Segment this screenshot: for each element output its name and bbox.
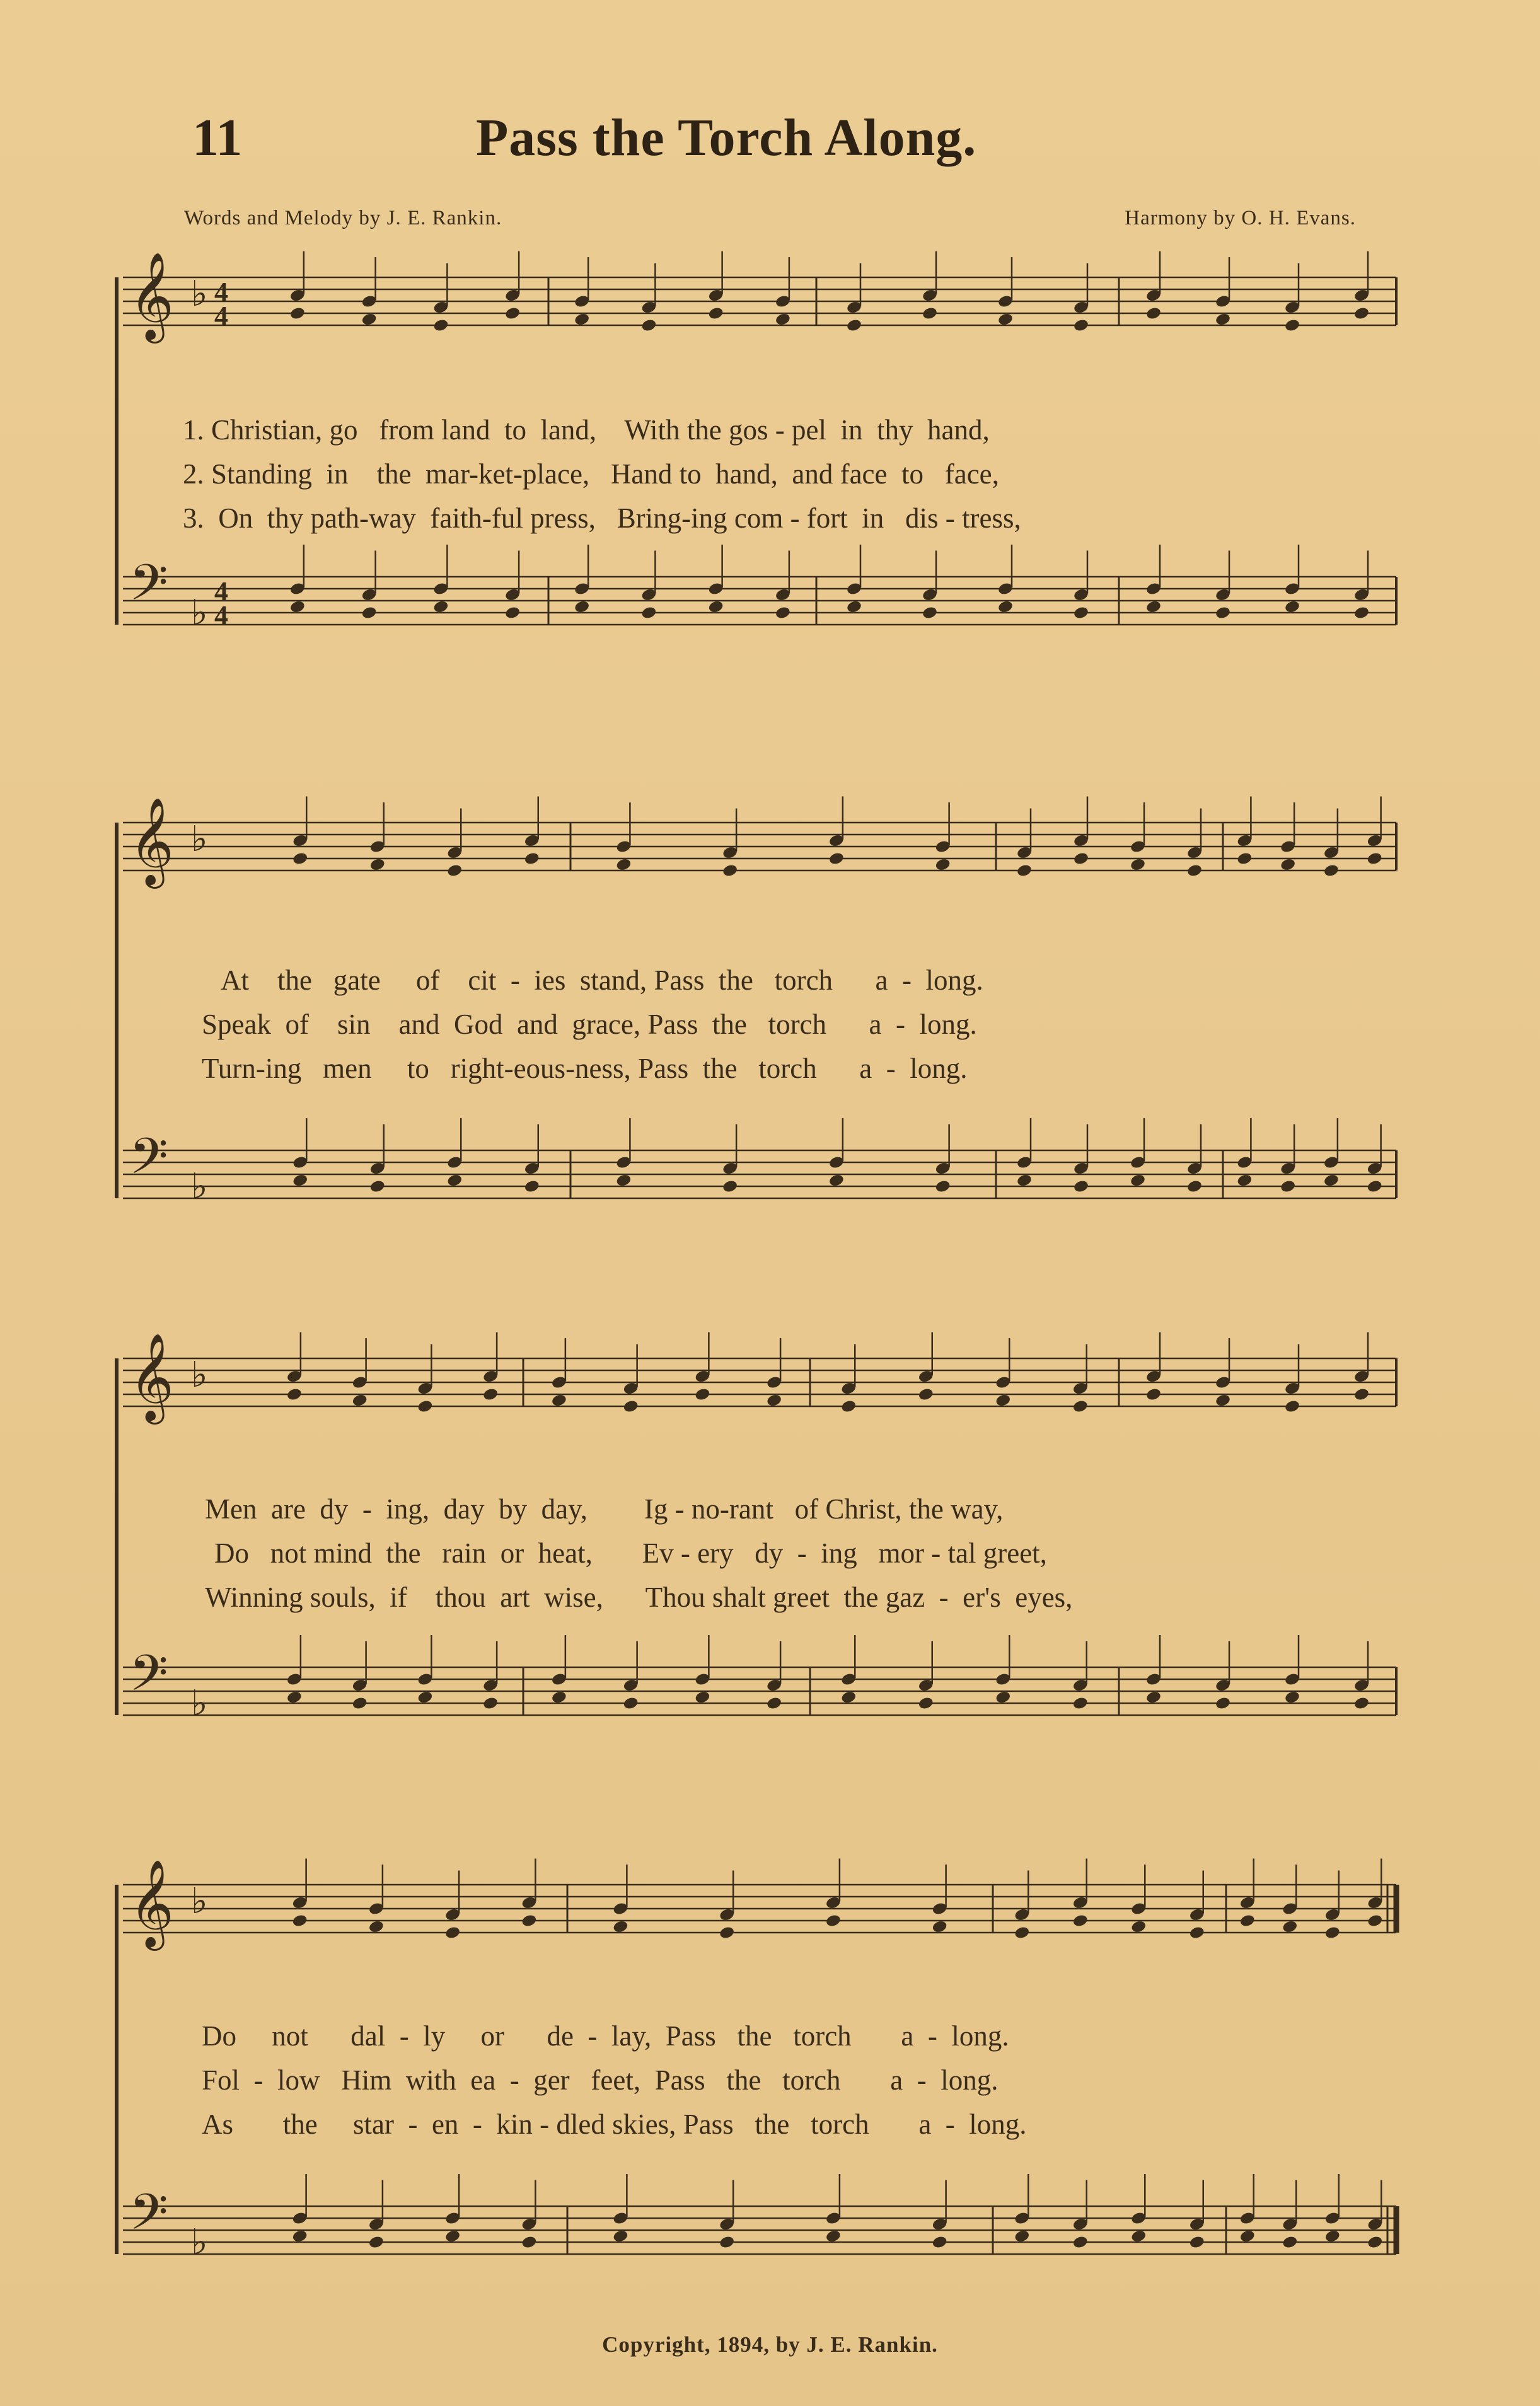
lyric-line: Do not dal - ly or de - lay, Pass the torch a - long. bbox=[202, 2020, 1009, 2052]
note-head bbox=[1215, 1696, 1231, 1711]
note-head bbox=[1016, 1173, 1033, 1188]
bass-clef: 𝄢 bbox=[129, 1127, 168, 1198]
note-head bbox=[1145, 1690, 1162, 1704]
note-head bbox=[432, 318, 449, 333]
note-head bbox=[1367, 1914, 1383, 1928]
note-head bbox=[694, 1690, 710, 1704]
note-head bbox=[612, 1919, 628, 1934]
note-head bbox=[1145, 1387, 1162, 1402]
note-head bbox=[1189, 2235, 1205, 2250]
note-head bbox=[615, 1173, 632, 1188]
note-head bbox=[612, 2229, 628, 2243]
lyric-line: Fol - low Him with ea - ger feet, Pass the torch a - long. bbox=[202, 2064, 999, 2096]
note-head bbox=[1284, 318, 1300, 333]
note-head bbox=[1239, 1914, 1256, 1928]
note-head bbox=[722, 864, 738, 878]
note-head bbox=[840, 1690, 857, 1704]
bass-clef: 𝄢 bbox=[129, 2183, 168, 2253]
lyric-line: Winning souls, if thou art wise, Thou shalt greet the gaz - er's eyes, bbox=[205, 1582, 1073, 1613]
note-head bbox=[1073, 1179, 1089, 1194]
note-head bbox=[292, 852, 308, 866]
note-head bbox=[369, 1179, 386, 1194]
lyric-line: Men are dy - ing, day by day, Ig - no-rant of Christ, the way, bbox=[205, 1493, 1004, 1525]
treble-clef: 𝄞 bbox=[129, 1333, 174, 1421]
note-head bbox=[1072, 1696, 1089, 1711]
note-head bbox=[292, 1914, 308, 1928]
note-head bbox=[1284, 1690, 1300, 1704]
note-head bbox=[1367, 1179, 1383, 1194]
note-head bbox=[482, 1696, 499, 1711]
note-head bbox=[846, 599, 862, 614]
time-signature-bottom: 4 bbox=[214, 600, 228, 631]
note-head bbox=[1367, 2235, 1383, 2250]
note-head bbox=[1239, 2229, 1256, 2243]
note-head bbox=[719, 1926, 735, 1940]
note-head bbox=[995, 1690, 1011, 1704]
note-head bbox=[417, 1690, 433, 1704]
bass-clef: 𝄢 bbox=[129, 1644, 168, 1715]
note-head bbox=[504, 306, 521, 321]
hymn-number: 11 bbox=[192, 108, 243, 167]
note-head bbox=[286, 1690, 303, 1704]
note-head bbox=[1014, 1926, 1030, 1940]
note-head bbox=[1324, 2229, 1341, 2243]
note-head bbox=[1186, 864, 1203, 878]
lyric-line: At the gate of cit - ies stand, Pass the torch a - long. bbox=[221, 964, 983, 996]
note-head bbox=[997, 312, 1014, 327]
note-head bbox=[1073, 852, 1089, 866]
note-head bbox=[935, 1179, 951, 1194]
note-head bbox=[1130, 1919, 1147, 1934]
note-head bbox=[482, 1387, 499, 1402]
note-head bbox=[551, 1690, 567, 1704]
note-head bbox=[1072, 2235, 1089, 2250]
note-head bbox=[997, 599, 1014, 614]
note-head bbox=[352, 1696, 368, 1711]
note-head bbox=[1186, 1179, 1203, 1194]
note-head bbox=[722, 1179, 738, 1194]
note-head bbox=[1236, 1173, 1253, 1188]
note-head bbox=[446, 1173, 463, 1188]
note-head bbox=[292, 1173, 308, 1188]
note-head bbox=[417, 1399, 433, 1414]
note-head bbox=[286, 1387, 303, 1402]
note-head bbox=[1130, 857, 1146, 872]
note-head bbox=[640, 318, 657, 333]
time-signature-bottom: 4 bbox=[214, 301, 228, 332]
note-head bbox=[828, 852, 845, 866]
note-head bbox=[504, 606, 521, 620]
staff-systems bbox=[117, 252, 1396, 2264]
note-head bbox=[918, 1387, 934, 1402]
note-head bbox=[1073, 318, 1089, 333]
note-head bbox=[1280, 857, 1296, 872]
harmony-credit: Harmony by O. H. Evans. bbox=[1125, 207, 1356, 229]
copyright-notice: Copyright, 1894, by J. E. Rankin. bbox=[602, 2332, 938, 2357]
note-head bbox=[932, 1919, 948, 1934]
note-head bbox=[1236, 852, 1253, 866]
bass-clef: 𝄢 bbox=[129, 553, 168, 624]
note-head bbox=[766, 1393, 782, 1408]
note-head bbox=[708, 599, 724, 614]
note-head bbox=[289, 599, 306, 614]
note-head bbox=[623, 1696, 639, 1711]
note-head bbox=[995, 1393, 1011, 1408]
note-head bbox=[521, 2235, 537, 2250]
note-head bbox=[1016, 864, 1033, 878]
note-head bbox=[1353, 1387, 1370, 1402]
hymn-title: Pass the Torch Along. bbox=[476, 108, 977, 167]
treble-clef: 𝄞 bbox=[129, 797, 174, 885]
note-head bbox=[432, 599, 449, 614]
note-head bbox=[1215, 312, 1231, 327]
note-head bbox=[368, 1919, 385, 1934]
note-head bbox=[766, 1696, 782, 1711]
note-head bbox=[1072, 1914, 1089, 1928]
flat-key-signature: ♭ bbox=[191, 1166, 208, 1207]
note-head bbox=[840, 1399, 857, 1414]
note-head bbox=[1072, 1399, 1089, 1414]
note-head bbox=[775, 312, 791, 327]
note-head bbox=[1353, 606, 1370, 620]
note-head bbox=[825, 1914, 842, 1928]
note-head bbox=[935, 857, 951, 872]
lyric-line: Turn-ing men to right-eous-ness, Pass the torch a - long. bbox=[202, 1053, 968, 1084]
note-head bbox=[1284, 1399, 1300, 1414]
note-head bbox=[524, 852, 540, 866]
note-head bbox=[1353, 306, 1370, 321]
note-head bbox=[444, 2229, 461, 2243]
treble-clef: 𝄞 bbox=[129, 1859, 174, 1947]
note-head bbox=[551, 1393, 567, 1408]
flat-key-signature: ♭ bbox=[191, 1881, 208, 1922]
lyric-line: 2. Standing in the mar-ket-place, Hand to hand, and face to face, bbox=[183, 458, 999, 490]
note-head bbox=[615, 857, 632, 872]
note-head bbox=[1353, 1696, 1370, 1711]
flat-key-signature: ♭ bbox=[191, 274, 208, 315]
lyric-line: Speak of sin and God and grace, Pass the torch a - long. bbox=[202, 1009, 977, 1040]
note-head bbox=[444, 1926, 461, 1940]
note-head bbox=[1014, 2229, 1030, 2243]
note-head bbox=[1130, 1173, 1146, 1188]
note-head bbox=[1189, 1926, 1205, 1940]
note-head bbox=[1215, 606, 1231, 620]
note-head bbox=[446, 864, 463, 878]
note-head bbox=[361, 312, 378, 327]
note-head bbox=[1280, 1179, 1296, 1194]
note-head bbox=[825, 2229, 842, 2243]
note-head bbox=[1145, 599, 1162, 614]
treble-clef: 𝄞 bbox=[129, 252, 174, 340]
note-head bbox=[1323, 1173, 1340, 1188]
words-credit: Words and Melody by J. E. Rankin. bbox=[184, 207, 502, 229]
note-head bbox=[574, 599, 590, 614]
note-head bbox=[1324, 1926, 1341, 1940]
note-head bbox=[524, 1179, 540, 1194]
flat-key-signature: ♭ bbox=[191, 1355, 208, 1396]
note-head bbox=[1145, 306, 1162, 321]
note-head bbox=[352, 1393, 368, 1408]
note-head bbox=[289, 306, 306, 321]
note-head bbox=[694, 1387, 710, 1402]
note-head bbox=[1130, 2229, 1147, 2243]
note-head bbox=[574, 312, 590, 327]
note-head bbox=[1367, 852, 1383, 866]
note-head bbox=[623, 1399, 639, 1414]
note-head bbox=[932, 2235, 948, 2250]
note-head bbox=[369, 857, 386, 872]
note-head bbox=[846, 318, 862, 333]
note-head bbox=[1323, 864, 1340, 878]
lyric-line: As the star - en - kin - dled skies, Pass the torch a - long. bbox=[202, 2108, 1027, 2140]
lyric-line: Do not mind the rain or heat, Ev - ery dy - ing mor - tal greet, bbox=[214, 1537, 1047, 1569]
lyric-line: 1. Christian, go from land to land, With the gos - pel in thy hand, bbox=[183, 414, 990, 446]
note-head bbox=[521, 1914, 537, 1928]
note-head bbox=[1215, 1393, 1231, 1408]
note-head bbox=[1282, 2235, 1298, 2250]
note-head bbox=[828, 1173, 845, 1188]
note-head bbox=[361, 606, 378, 620]
note-head bbox=[1282, 1919, 1298, 1934]
note-head bbox=[775, 606, 791, 620]
flat-key-signature: ♭ bbox=[191, 2222, 208, 2263]
note-head bbox=[368, 2235, 385, 2250]
flat-key-signature: ♭ bbox=[191, 1683, 208, 1724]
time-signature-top: 4 bbox=[214, 277, 228, 308]
note-head bbox=[640, 606, 657, 620]
note-head bbox=[719, 2235, 735, 2250]
note-head bbox=[922, 306, 938, 321]
note-head bbox=[1284, 599, 1300, 614]
note-head bbox=[1073, 606, 1089, 620]
note-head bbox=[292, 2229, 308, 2243]
time-signature-top: 4 bbox=[214, 576, 228, 607]
lyric-line: 3. On thy path-way faith-ful press, Bring-ing com - fort in dis - tress, bbox=[183, 502, 1021, 534]
note-head bbox=[708, 306, 724, 321]
flat-key-signature: ♭ bbox=[191, 819, 208, 860]
note-head bbox=[922, 606, 938, 620]
flat-key-signature: ♭ bbox=[191, 593, 208, 633]
note-head bbox=[918, 1696, 934, 1711]
